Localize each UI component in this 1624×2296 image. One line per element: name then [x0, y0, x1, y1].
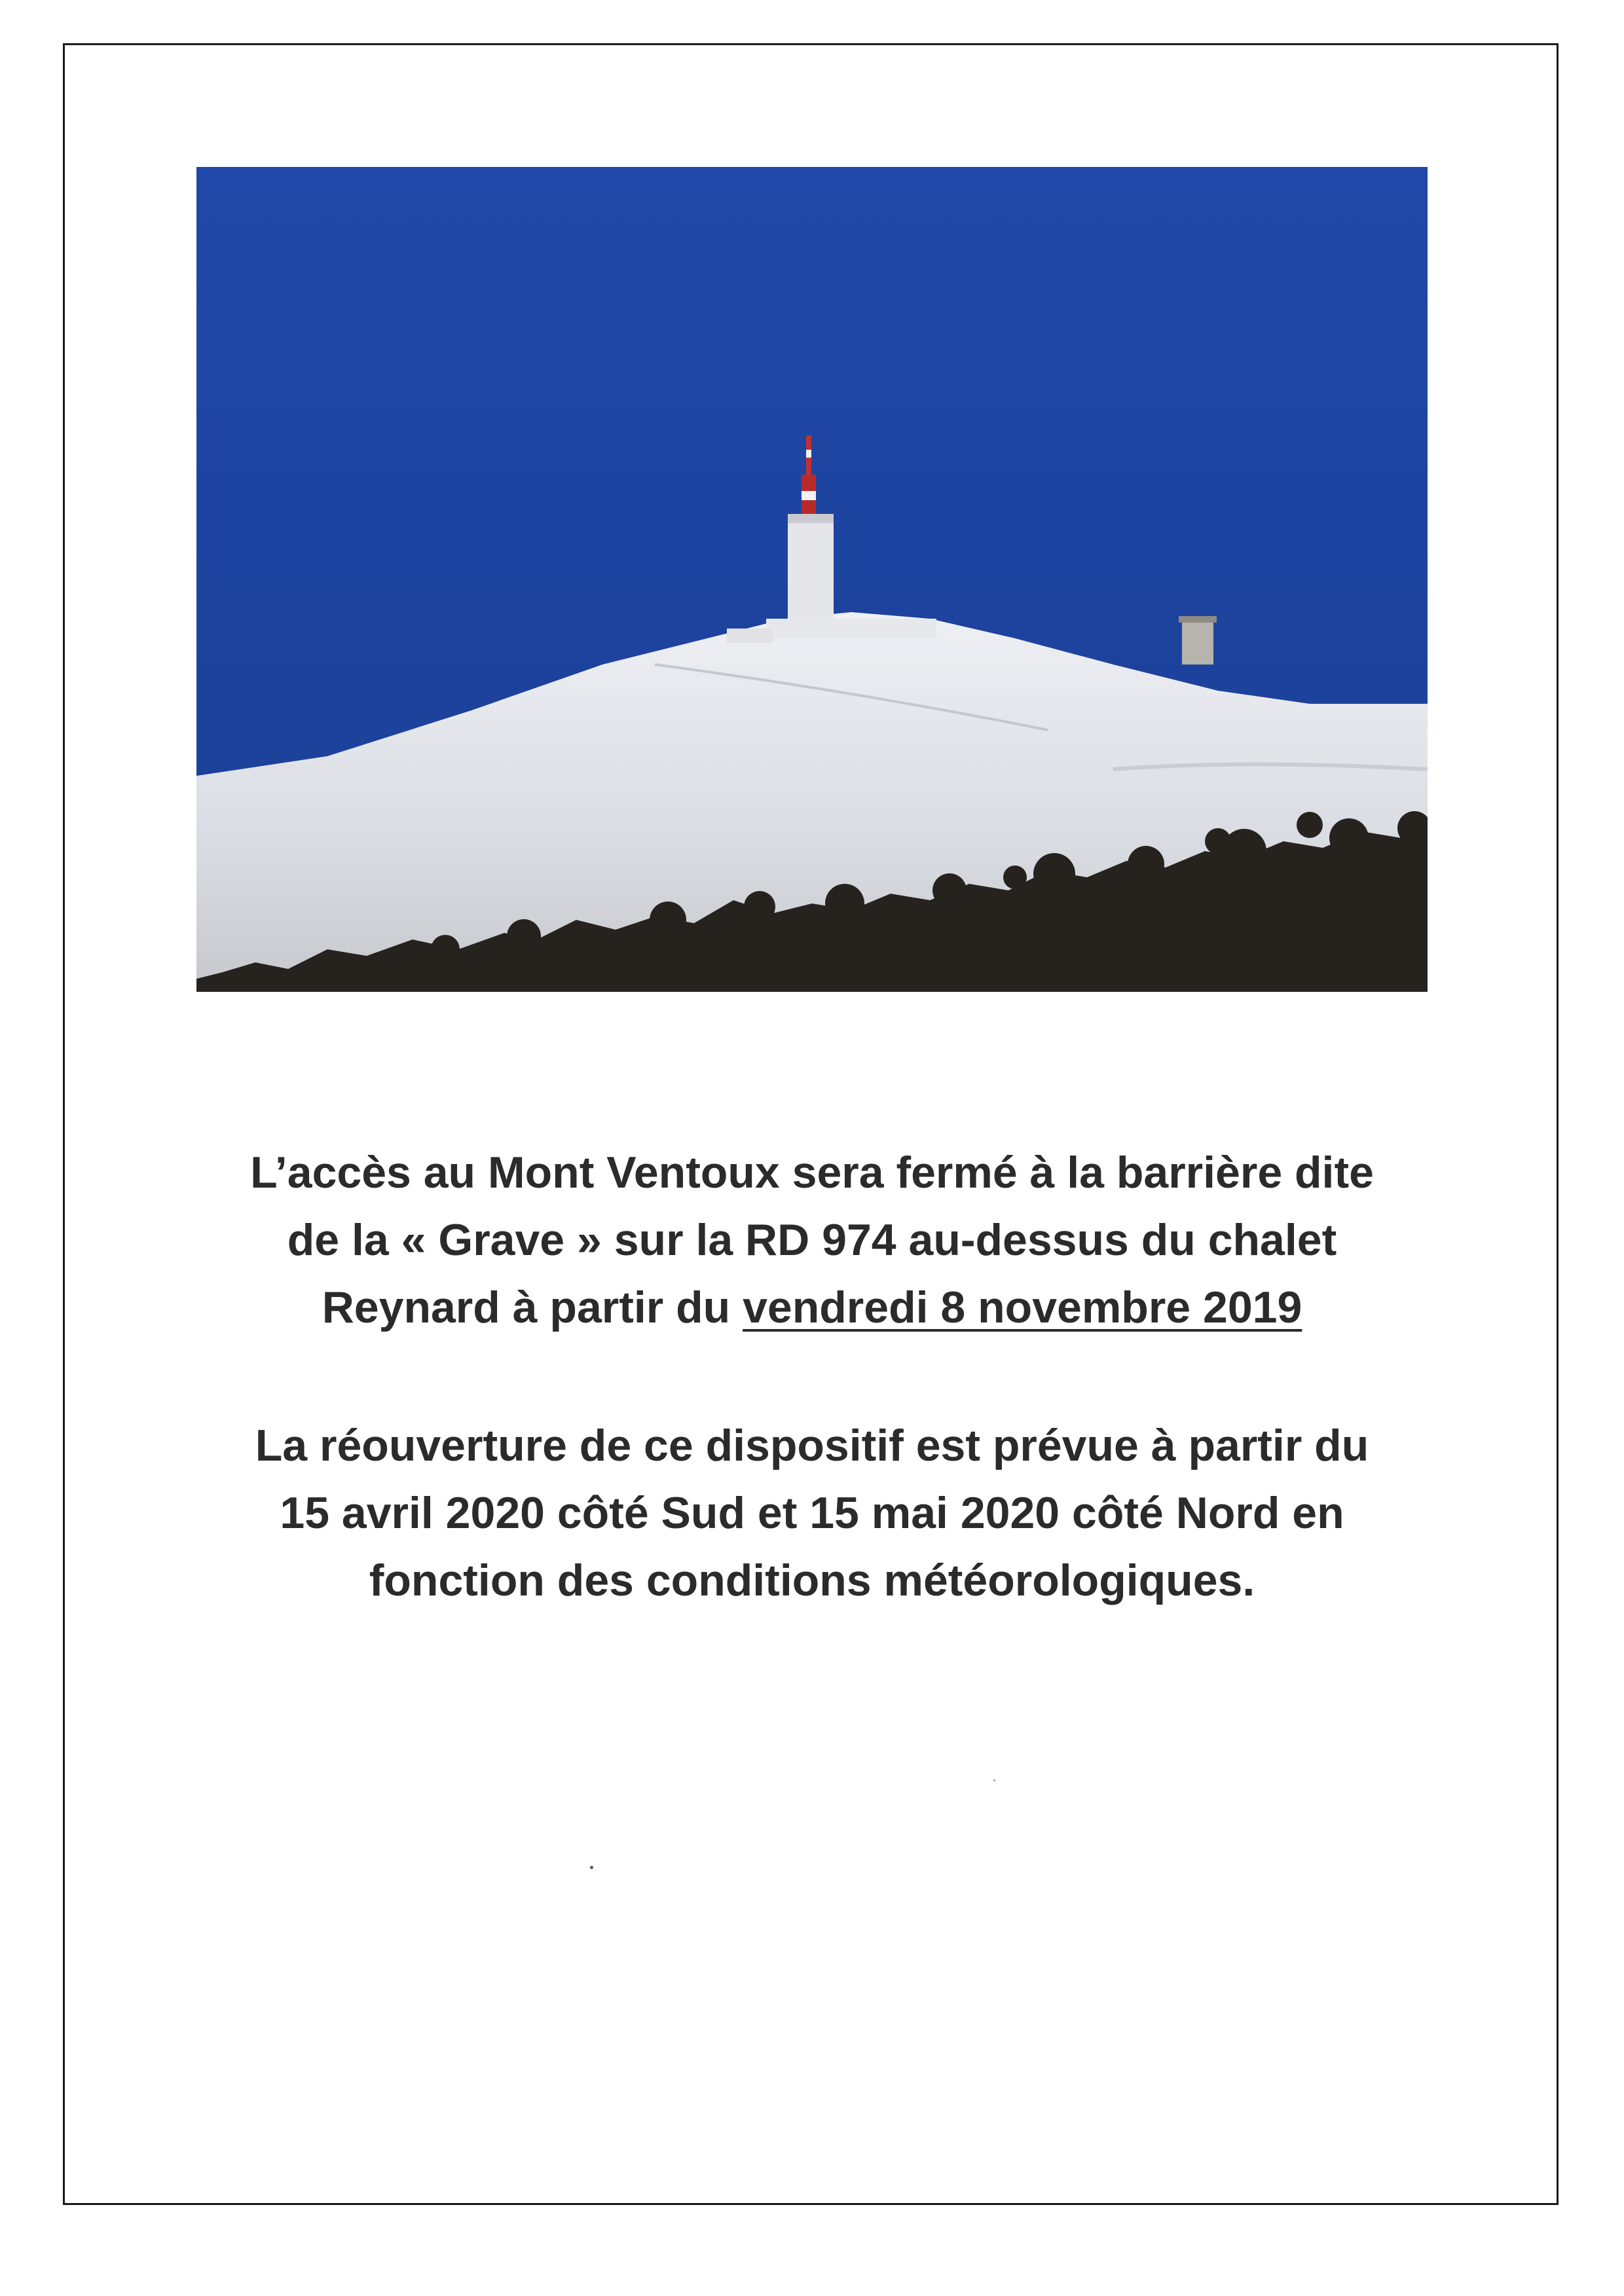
closure-date: vendredi 8 novembre 2019	[743, 1283, 1302, 1332]
closure-line-1: L’accès au Mont Ventoux sera fermé à la barrière dite	[250, 1148, 1374, 1197]
reopening-line-1: La réouverture de ce dispositif est prévue à partir du	[255, 1421, 1369, 1470]
reopening-line-2: 15 avril 2020 côté Sud et 15 mai 2020 côté Nord en	[280, 1488, 1344, 1538]
closure-line-2: de la « Grave » sur la RD 974 au-dessus du chalet	[287, 1215, 1337, 1265]
mont-ventoux-illustration	[196, 167, 1428, 992]
mont-ventoux-photo	[196, 167, 1428, 992]
reopening-line-3: fonction des conditions météorologiques.	[369, 1556, 1255, 1605]
reopening-notice	[98, 1412, 1526, 1614]
weather-station	[1179, 616, 1217, 665]
scan-speck	[993, 1779, 995, 1781]
closure-line-3	[98, 1274, 1526, 1341]
closure-notice	[98, 1139, 1526, 1341]
closure-line-3-prefix: Reynard à partir du	[322, 1283, 743, 1332]
scan-speck	[590, 1866, 593, 1869]
